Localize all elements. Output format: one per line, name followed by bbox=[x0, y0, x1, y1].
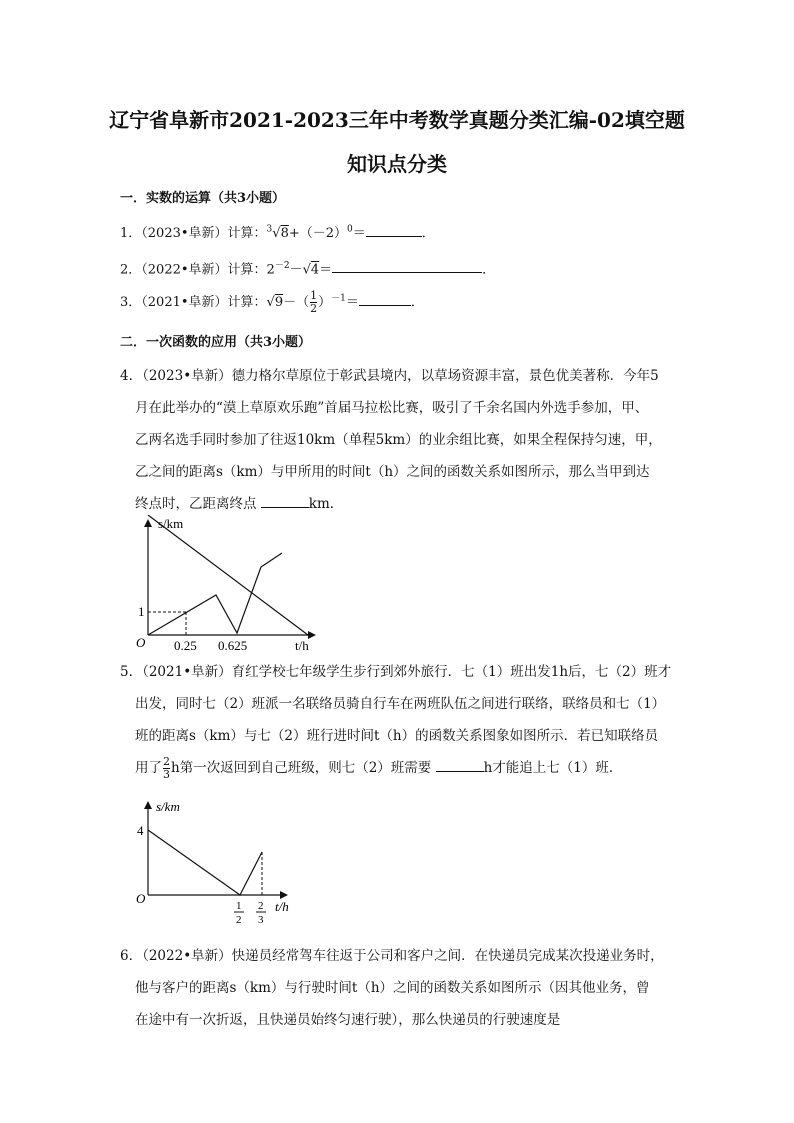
question-6-text: 6．（2022•阜新）快递员经常驾车往返于公司和客户之间．在快递员完成某次投递业务时， 他与客户的距离s（km）与行驶时间t（h）之间的函数关系如图所示（因其他业务，曾 在途中有一次折返，且快递员始终匀速行驶），那么快递员的行驶速度是 bbox=[120, 948, 664, 1028]
q5-graph bbox=[132, 795, 302, 930]
answer-blank bbox=[436, 759, 484, 772]
x-tick-den: 2 bbox=[236, 914, 242, 926]
x-tick-num: 1 bbox=[236, 900, 242, 912]
section-heading-2: 二．一次函数的应用（共3小题） bbox=[120, 335, 312, 350]
page-title: 辽宁省阜新市2021-2023三年中考数学真题分类汇编-02填空题 bbox=[109, 108, 685, 132]
y-label: s/km bbox=[156, 799, 180, 814]
x-tick: 0.625 bbox=[218, 638, 248, 653]
section-heading-1: 一．实数的运算（共3小题） bbox=[120, 191, 286, 206]
answer-blank bbox=[366, 224, 422, 237]
y-label: s/km bbox=[158, 516, 184, 531]
fraction: $\frac{1}{2}$ bbox=[310, 289, 318, 315]
distance-line bbox=[148, 830, 262, 895]
x-label: t/h bbox=[295, 638, 309, 653]
q4-graph bbox=[130, 515, 320, 655]
y-tick: 1 bbox=[138, 604, 145, 619]
origin: O bbox=[136, 635, 146, 650]
question-4-text: 4．（2023•阜新）德力格尔草原位于彰武县境内，以草场资源丰富，景色优美著称．今年5 月在此举办的“漠上草原欢乐跑”首届马拉松比赛，吸引了千余名国内外选手参加，甲、 乙两名选手同时参加了往返10km（单程5km）的业余组比赛，如果全程保持匀速，甲， 乙之间的距离s（km）与甲所用的时间t（h）之间的函数关系如图所示，那么当甲到达 终点时，乙距离终点 km． bbox=[120, 368, 662, 512]
answer-blank bbox=[359, 293, 411, 306]
answer-blank bbox=[261, 495, 309, 508]
question-3: 3．（2021•阜新）计算：√9－（ $\frac{1}{2}$ ）$^{-1}$＝ ． bbox=[120, 289, 424, 315]
page-subtitle: 知识点分类 bbox=[347, 152, 447, 176]
y-tick: 4 bbox=[137, 823, 144, 838]
x-tick-num: 2 bbox=[258, 900, 264, 912]
question-1: 1．（2023•阜新）计算：$^3√8+(-2)^0=$ ． bbox=[120, 224, 435, 241]
x-label: t/h bbox=[275, 899, 289, 914]
x-tick: 0.25 bbox=[174, 638, 197, 653]
origin: O bbox=[136, 891, 146, 906]
x-tick-den: 3 bbox=[258, 914, 264, 926]
question-5-text: 5．（2021•阜新）育红学校七年级学生步行到郊外旅行．七（1）班出发1h后，七（2）班才 出发，同时七（2）班派一名联络员骑自行车在两班队伍之间进行联络，联络员和七（1） 班的距离s（km）与七（2）班行进时间t（h）的函数关系图象如图所示．若已知联络员 用了 $\frac{2}{3}$ h第一次返回到自己班级，则七（2）班需要 h才能追上七（1）班． bbox=[120, 664, 672, 781]
answer-blank bbox=[332, 260, 482, 273]
fraction: $\frac{2}{3}$ bbox=[163, 755, 170, 781]
question-2: 2．（2022•阜新）计算：$2^{-2}-√4=$ ． bbox=[120, 261, 496, 278]
